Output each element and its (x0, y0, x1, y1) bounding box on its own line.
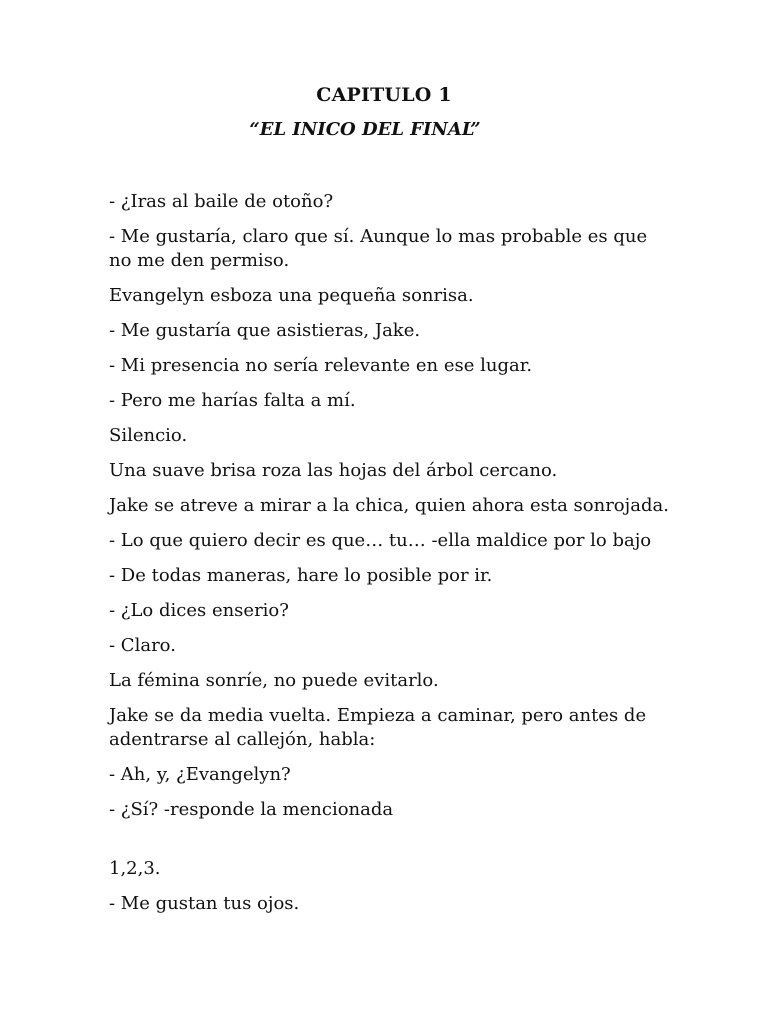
paragraph: - Me gustan tus ojos. (109, 893, 300, 914)
paragraph: 1,2,3. (109, 858, 161, 879)
paragraph: - ¿Iras al baile de otoño? (109, 191, 334, 212)
chapter-subtitle: “EL INICO DEL FINAL” (249, 119, 481, 140)
paragraph: Jake se atreve a mirar a la chica, quien ahora esta sonrojada. (109, 495, 669, 516)
paragraph: - Me gustaría, claro que sí. Aunque lo mas probable es que no me den permiso. (109, 226, 648, 271)
paragraph: Jake se da media vuelta. Empieza a caminar, pero antes de adentrarse al callejón, habla: (109, 705, 647, 750)
paragraph: - Claro. (109, 635, 176, 656)
paragraph: La fémina sonríe, no puede evitarlo. (109, 670, 439, 691)
paragraph: Una suave brisa roza las hojas del árbol cercano. (109, 460, 558, 481)
paragraph: - ¿Sí? -responde la mencionada (109, 799, 394, 820)
paragraph: - De todas maneras, hare lo posible por ir. (109, 565, 493, 586)
paragraph: - Pero me harías falta a mí. (109, 390, 356, 411)
chapter-body (109, 190, 669, 927)
paragraph: - Mi presencia no sería relevante en ese lugar. (109, 355, 533, 376)
paragraph: - Ah, y, ¿Evangelyn? (109, 764, 291, 785)
paragraph: - Lo que quiero decir es que… tu… -ella maldice por lo bajo (109, 530, 652, 551)
paragraph: Evangelyn esboza una pequeña sonrisa. (109, 285, 474, 306)
paragraph: - ¿Lo dices enserio? (109, 600, 289, 621)
chapter-title: CAPITULO 1 (316, 84, 452, 106)
paragraph: Silencio. (109, 425, 188, 446)
blank-line (109, 833, 669, 857)
paragraph: - Me gustaría que asistieras, Jake. (109, 320, 421, 341)
